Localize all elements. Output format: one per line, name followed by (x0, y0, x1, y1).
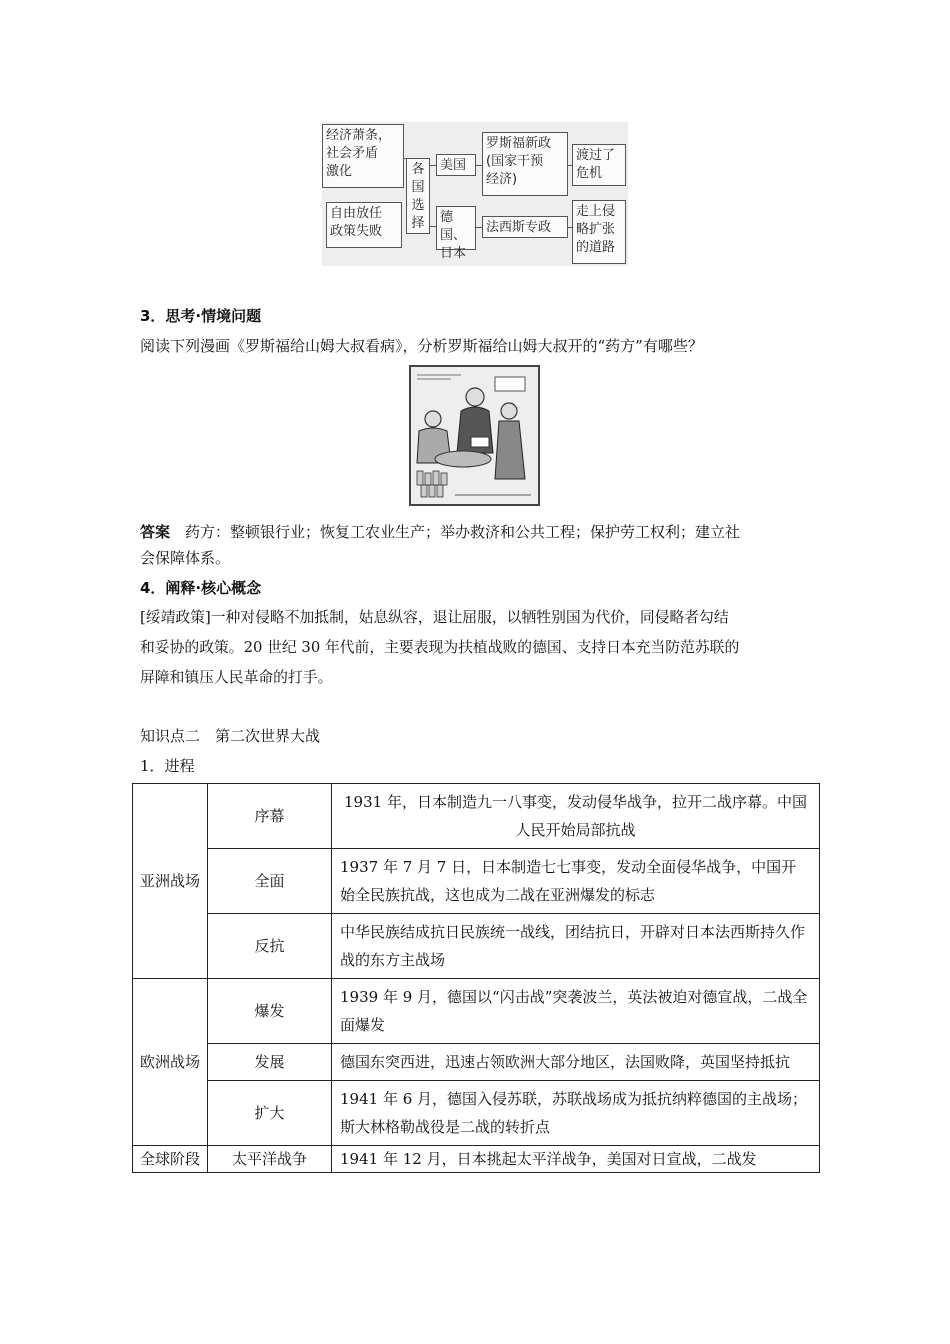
section-3-question: 阅读下列漫画《罗斯福给山姆大叔看病》，分析罗斯福给山姆大叔开的“药方”有哪些？ (140, 337, 703, 355)
answer-text-line1: 药方：整顿银行业；恢复工农业生产；举办救济和公共工程；保护劳工权利；建立社 (185, 523, 741, 541)
appeasement-definition-line3: 屏障和镇压人民革命的打手。 (140, 669, 333, 686)
description-line: 1941 年 6 月，德国入侵苏联，苏联战场成为抵抗纳粹德国的主战场； (340, 1090, 808, 1108)
diagram-connector (430, 165, 436, 166)
answer-label: 答案 (140, 523, 171, 541)
description-cell: 1937 年 7 月 7 日，日本制造七七事变，发动全面侵华战争，中国开始全民族抗战，这也成为二战在亚洲爆发的标志 (332, 849, 820, 914)
diagram-fascism: 法西斯专政 (482, 216, 568, 238)
table-row (133, 1044, 820, 1081)
table-row (133, 914, 820, 979)
section-4-heading: 4．阐释·核心概念 (140, 579, 262, 597)
diagram-connector (404, 158, 406, 159)
table-row (133, 849, 820, 914)
stage-cell: 太平洋战争 (208, 1146, 332, 1173)
theater-europe: 欧洲战场 (133, 979, 208, 1146)
diagram-connector (476, 165, 482, 166)
diagram-cause-economic: 经济萧条， 社会矛盾 激化 (322, 124, 404, 188)
stage-cell: 爆发 (208, 979, 332, 1044)
description-line: 斯大林格勒战役是二战的转折点 (340, 1118, 551, 1136)
diagram-cause-laissez-faire: 自由放任 政策失败 (326, 202, 402, 248)
diagram-result-aggression: 走上侵 略扩张 的道路 (572, 200, 626, 264)
stage-cell: 发展 (208, 1044, 332, 1081)
stage-cell: 全面 (208, 849, 332, 914)
diagram-connector (476, 227, 482, 228)
flow-diagram (322, 122, 628, 266)
description-cell: 中华民族结成抗日民族统一战线，团结抗日，开辟对日本法西斯持久作战的东方主战场 (332, 914, 820, 979)
diagram-connector (568, 165, 572, 166)
stage-cell: 序幕 (208, 784, 332, 849)
process-subheading: 1．进程 (140, 757, 195, 775)
theater-global: 全球阶段 (133, 1146, 208, 1173)
answer-text-line2: 会保障体系。 (140, 549, 231, 567)
appeasement-definition-line2: 和妥协的政策。20 世纪 30 年代前，主要表现为扶植战败的德国、支持日本充当防范苏联的 (140, 639, 740, 656)
diagram-connector (568, 227, 572, 228)
diagram-result-recovery: 渡过了 危机 (572, 144, 626, 186)
description-cell: 1931 年，日本制造九一八事变，发动侵华战争，拉开二战序幕。中国人民开始局部抗战 (332, 784, 820, 849)
description-cell: 1939 年 9 月，德国以“闪击战”突袭波兰，英法被迫对德宣战，二战全面爆发 (332, 979, 820, 1044)
diagram-connector (430, 226, 436, 227)
knowledge-point-2-heading: 知识点二 第二次世界大战 (140, 727, 321, 745)
diagram-usa: 美国 (436, 154, 476, 176)
description-cell (332, 1081, 820, 1146)
table-row (133, 1146, 820, 1173)
diagram-choice: 各 国 选 择 (406, 158, 430, 234)
theater-asia: 亚洲战场 (133, 784, 208, 979)
cartoon-drawing (411, 367, 538, 504)
description-cell: 1941 年 12 月，日本挑起太平洋战争，美国对日宣战，二战发 (332, 1146, 820, 1173)
stage-cell: 反抗 (208, 914, 332, 979)
table-row (133, 784, 820, 849)
diagram-new-deal: 罗斯福新政 (国家干预 经济) (482, 132, 568, 196)
table-row (133, 979, 820, 1044)
table-row (133, 1081, 820, 1146)
stage-cell: 扩大 (208, 1081, 332, 1146)
cartoon-illustration (409, 365, 540, 506)
appeasement-definition-line1: [绥靖政策]一种对侵略不加抵制，姑息纵容，退让屈服，以牺牲别国为代价，同侵略者勾结 (140, 609, 729, 626)
diagram-germany-japan: 德国、 日本 (436, 206, 476, 250)
section-3-heading: 3．思考·情境问题 (140, 307, 262, 325)
ww2-process-table (132, 783, 820, 1173)
section-3-answer (140, 520, 740, 544)
description-cell: 德国东突西进，迅速占领欧洲大部分地区，法国败降，英国坚持抵抗 (332, 1044, 820, 1081)
